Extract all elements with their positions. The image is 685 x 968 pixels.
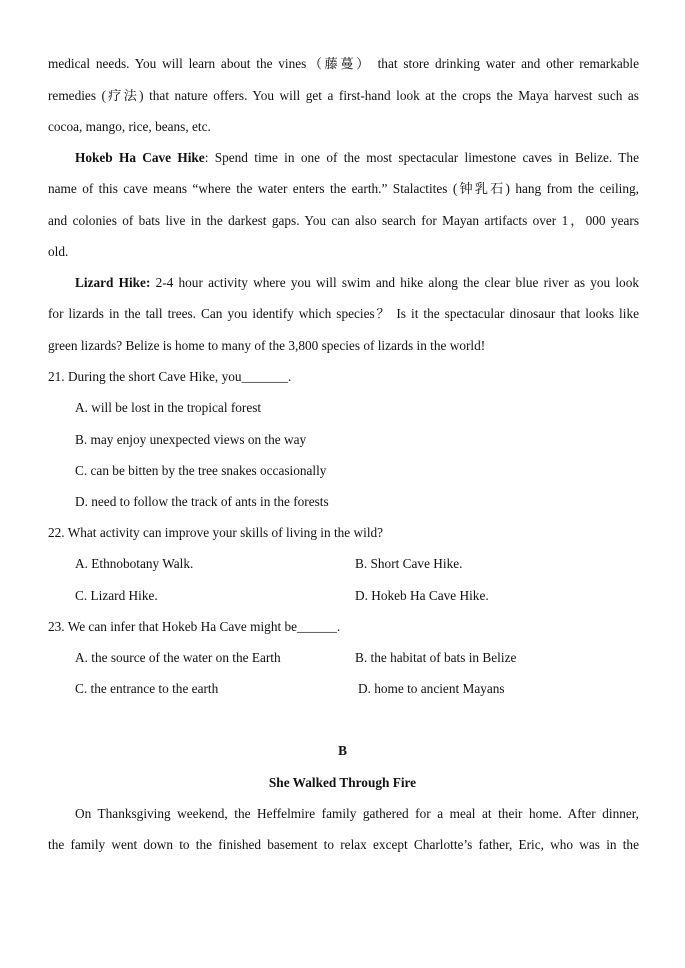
paragraph-line: old. [48,244,69,259]
question-22-option-d: D. Hokeb Ha Cave Hike. [355,588,489,603]
question-23-option-c: C. the entrance to the earth [75,681,219,696]
question-22-stem: 22. What activity can improve your skills of living in the wild? [48,525,384,540]
paragraph-line: and colonies of bats live in the darkest gaps. You can also search for Mayan artifacts over 1，000 years [48,213,639,228]
question-23-option-b: B. the habitat of bats in Belize [355,650,517,665]
paragraph-line: medical needs. You will learn about the vines（藤蔓） that store drinking water and other remarkable [48,56,639,71]
paragraph-line: remedies (疗法) that nature offers. You will get a first-hand look at the crops the Maya harvest such as [48,88,639,103]
question-21-option-b: B. may enjoy unexpected views on the way [75,432,307,447]
hokeb-paragraph-first-line [75,149,639,167]
hokeb-text: : Spend time in one of the most spectacular limestone caves in Belize. The [204,150,639,165]
lizard-paragraph-first-line [75,274,639,292]
lizard-text: 2-4 hour activity where you will swim and hike along the clear blue river as you look [150,275,639,290]
question-21-option-d: D. need to follow the track of ants in the forests [75,494,329,509]
paragraph-line: cocoa, mango, rice, beans, etc. [48,119,211,134]
hokeb-title: Hokeb Ha Cave Hike [75,150,205,165]
question-21-stem: 21. During the short Cave Hike, you_______. [48,369,292,384]
question-23-stem: 23. We can infer that Hokeb Ha Cave might be______. [48,619,341,634]
paragraph-line: for lizards in the tall trees. Can you identify which species？ Is it the spectacular dinosaur that looks like [48,306,639,321]
question-21-option-a: A. will be lost in the tropical forest [75,400,262,415]
paragraph-line: the family went down to the finished basement to relax except Charlotte’s father, Eric, who was in the [48,837,639,852]
section-label: B [338,743,347,758]
paragraph-line: green lizards? Belize is home to many of the 3,800 species of lizards in the world! [48,338,486,353]
lizard-title: Lizard Hike: [75,275,151,290]
question-22-option-a: A. Ethnobotany Walk. [75,556,194,571]
paragraph-line: name of this cave means “where the water enters the earth.” Stalactites (钟乳石) hang from the ceiling, [48,181,639,196]
passage-title: She Walked Through Fire [268,775,417,790]
question-23-option-d: D. home to ancient Mayans [358,681,505,696]
paragraph-line: On Thanksgiving weekend, the Heffelmire family gathered for a meal at their home. After dinner, [75,806,639,821]
question-21-option-c: C. can be bitten by the tree snakes occasionally [75,463,327,478]
question-22-option-c: C. Lizard Hike. [75,588,158,603]
question-22-option-b: B. Short Cave Hike. [355,556,463,571]
question-23-option-a: A. the source of the water on the Earth [75,650,281,665]
